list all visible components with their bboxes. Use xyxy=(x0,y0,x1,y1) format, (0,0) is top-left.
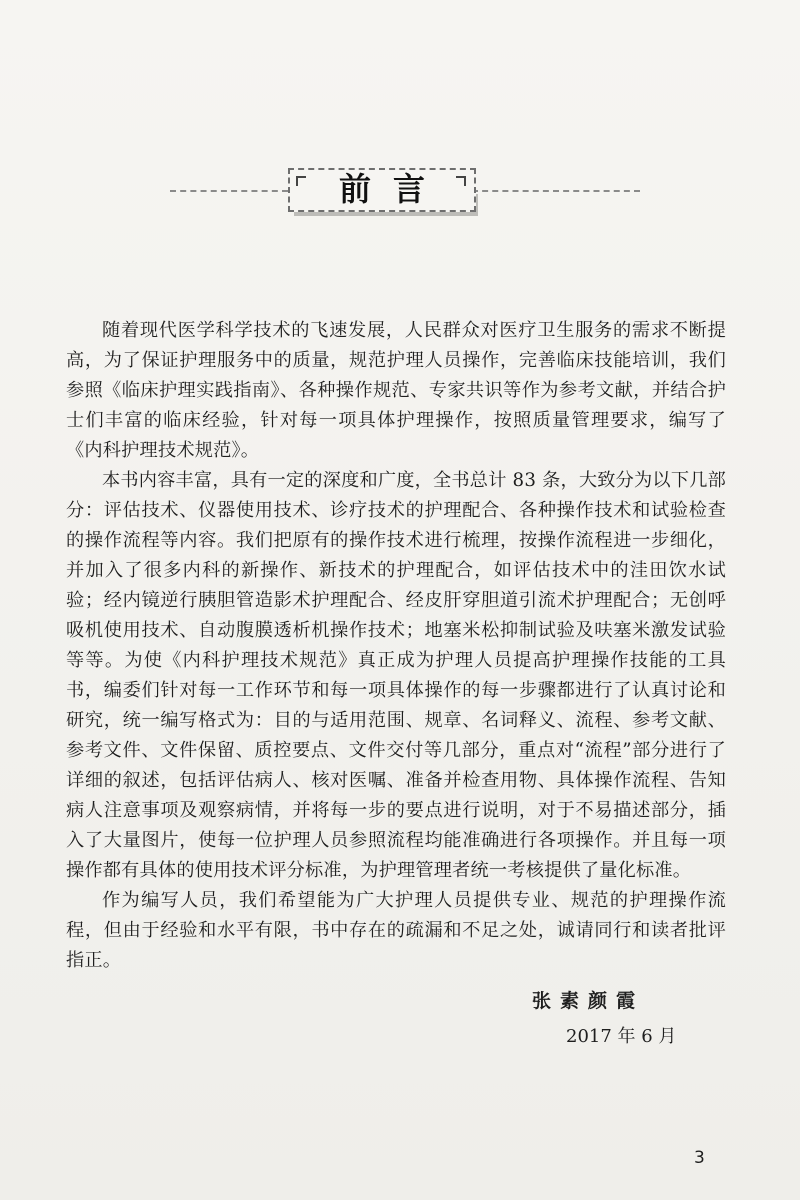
paragraph-1: 随着现代医学科学技术的飞速发展，人民群众对医疗卫生服务的需求不断提高，为了保证护理服务中的质量，规范护理人员操作，完善临床技能培训，我们参照《临床护理实践指南》、各种操作规范、专家共识等作为参考文献，并结合护士们丰富的临床经验，针对每一项具体护理操作，按照质量管理要求，编写了《内科护理技术规范》。 xyxy=(66,320,726,461)
title-dash-left xyxy=(170,190,288,192)
signature-date: 2017 年 6 月 xyxy=(566,1026,677,1047)
preface-body xyxy=(66,316,726,976)
page-title: 前言 xyxy=(338,170,447,208)
page-number: 3 xyxy=(694,1148,705,1168)
title-banner xyxy=(170,168,640,220)
title-dash-right xyxy=(472,190,640,192)
paragraph-3: 作为编写人员，我们希望能为广大护理人员提供专业、规范的护理操作流程，但由于经验和水平有限，书中存在的疏漏和不足之处，诚请同行和读者批评指正。 xyxy=(66,890,726,971)
author-signature: 张素颜霞 xyxy=(532,990,645,1012)
paragraph-2: 本书内容丰富，具有一定的深度和广度，全书总计 83 条，大致分为以下几部分：评估技术、仪器使用技术、诊疗技术的护理配合、各种操作技术和试验检查的操作流程等内容。我们把原有的操作技术进行梳理，按操作流程进一步细化，并加入了很多内科的新操作、新技术的护理配合，如评估技术中的洼田饮水试验；经内镜逆行胰胆管造影术护理配合、经皮肝穿胆道引流术护理配合；无创呼吸机使用技术、自动腹膜透析机操作技术；地塞米松抑制试验及呋塞米激发试验等等。为使《内科护理技术规范》真正成为护理人员提高护理操作技能的工具书，编委们针对每一工作环节和每一项具体操作的每一步骤都进行了认真讨论和研究，统一编写格式为：目的与适用范围、规章、名词释义、流程、参考文献、参考文件、文件保留、质控要点、文件交付等几部分，重点对“流程”部分进行了详细的叙述，包括评估病人、核对医嘱、准备并检查用物、具体操作流程、告知病人注意事项及观察病情，并将每一步的要点进行说明，对于不易描述部分，插入了大量图片，使每一位护理人员参照流程均能准确进行各项操作。并且每一项操作都有具体的使用技术评分标准，为护理管理者统一考核提供了量化标准。 xyxy=(66,470,726,881)
